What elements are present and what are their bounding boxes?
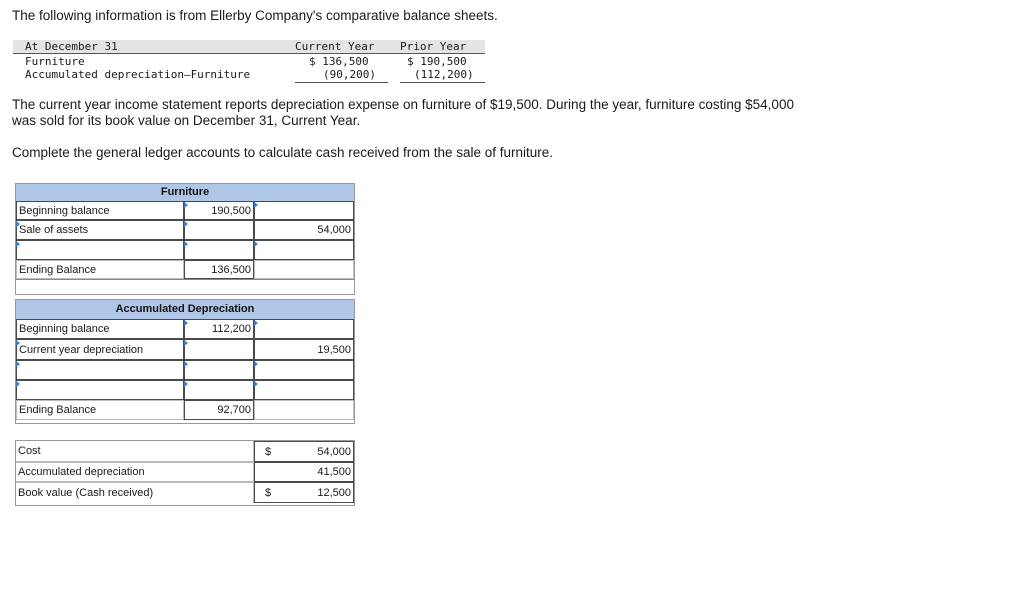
accum-row-1-debit[interactable]	[184, 339, 254, 360]
furniture-ending-credit	[254, 260, 354, 279]
accum-title: Accumulated Depreciation	[16, 300, 354, 320]
row-furniture-current: $ 136,500	[309, 55, 369, 68]
summary-accum-label: Accumulated depreciation	[16, 462, 254, 482]
entry-marker-icon	[184, 221, 188, 227]
accum-row-1-credit[interactable]: 19,500	[254, 339, 354, 360]
row-accum-prior: (112,200)	[414, 68, 474, 81]
entry-marker-icon	[16, 361, 20, 367]
accum-row-2-debit[interactable]	[184, 360, 254, 380]
entry-marker-icon	[16, 241, 20, 247]
entry-marker-icon	[184, 340, 188, 346]
furniture-row-1-credit[interactable]: 54,000	[254, 220, 354, 240]
summary-cost-value: 54,000	[317, 445, 351, 458]
summary-book-sign: $	[265, 486, 272, 499]
furniture-row-2-credit[interactable]	[254, 240, 354, 260]
paragraph-line-2: was sold for its book value on December 31, Current Year.	[12, 113, 361, 128]
entry-marker-icon	[16, 381, 20, 387]
summary-cost-label: Cost	[16, 441, 254, 462]
paragraph-line-1: The current year income statement reports depreciation expense on furniture of $19,500. During the year, furniture costing $54,000	[12, 97, 794, 112]
summary-cost-sign: $	[265, 445, 272, 458]
furniture-bottom-rule	[16, 279, 354, 280]
accum-ending-label: Ending Balance	[16, 400, 184, 420]
entry-marker-icon	[184, 320, 188, 326]
balance-sheet-header: At December 31	[25, 40, 118, 53]
furniture-row-0-label[interactable]: Beginning balance	[16, 201, 184, 220]
intro-text: The following information is from Ellerby Company's comparative balance sheets.	[12, 8, 498, 23]
col-current-year: Current Year	[295, 40, 375, 53]
summary-accum-value: 41,500	[317, 466, 351, 478]
entry-marker-icon	[254, 202, 258, 208]
accum-row-3-label[interactable]	[16, 380, 184, 400]
furniture-row-1-label[interactable]: Sale of assets	[16, 220, 184, 240]
row-furniture-label: Furniture	[25, 55, 85, 68]
accum-row-2-label[interactable]	[16, 360, 184, 380]
accum-ledger	[15, 299, 355, 424]
balance-sheet	[13, 40, 485, 83]
row-furniture-prior: $ 190,500	[407, 55, 467, 68]
accum-row-2-credit[interactable]	[254, 360, 354, 380]
entry-marker-icon	[254, 381, 258, 387]
row-accum-label: Accumulated depreciation—Furniture	[25, 68, 251, 81]
prior-underline	[400, 82, 485, 83]
accum-ending-credit	[254, 400, 354, 420]
furniture-row-2-debit[interactable]	[184, 240, 254, 260]
col-prior-year: Prior Year	[400, 40, 467, 53]
cash-summary	[15, 440, 355, 506]
entry-marker-icon	[184, 361, 188, 367]
furniture-row-0-debit[interactable]: 190,500	[184, 201, 254, 220]
row-accum-current: (90,200)	[323, 68, 376, 81]
furniture-title: Furniture	[16, 184, 354, 202]
accum-ending-debit: 92,700	[184, 400, 254, 420]
depreciation-paragraph	[12, 97, 852, 129]
furniture-ending-label: Ending Balance	[16, 260, 184, 279]
entry-marker-icon	[184, 241, 188, 247]
accum-row-3-credit[interactable]	[254, 380, 354, 400]
summary-accum-field[interactable]	[254, 462, 354, 482]
entry-marker-icon	[184, 381, 188, 387]
furniture-ledger	[15, 183, 355, 295]
current-underline	[295, 82, 388, 83]
accum-row-0-credit[interactable]	[254, 319, 354, 339]
furniture-row-2-label[interactable]	[16, 240, 184, 260]
entry-marker-icon	[254, 320, 258, 326]
accum-row-1-label[interactable]: Current year depreciation	[16, 339, 184, 360]
summary-cost-field[interactable]	[254, 441, 354, 462]
summary-book-value: 12,500	[317, 486, 351, 499]
entry-marker-icon	[254, 361, 258, 367]
summary-book-label: Book value (Cash received)	[16, 482, 254, 503]
entry-marker-icon	[16, 340, 20, 346]
accum-row-0-label[interactable]: Beginning balance	[16, 319, 184, 339]
accum-row-3-debit[interactable]	[184, 380, 254, 400]
header-underline	[13, 53, 485, 54]
entry-marker-icon	[184, 202, 188, 208]
furniture-row-0-credit[interactable]	[254, 201, 354, 220]
instruction-text: Complete the general ledger accounts to calculate cash received from the sale of furniture.	[12, 145, 554, 160]
furniture-row-1-debit[interactable]	[184, 220, 254, 240]
entry-marker-icon	[254, 241, 258, 247]
furniture-ending-debit: 136,500	[184, 260, 254, 279]
entry-marker-icon	[16, 221, 20, 227]
accum-row-0-debit[interactable]: 112,200	[184, 319, 254, 339]
summary-book-field[interactable]	[254, 482, 354, 503]
